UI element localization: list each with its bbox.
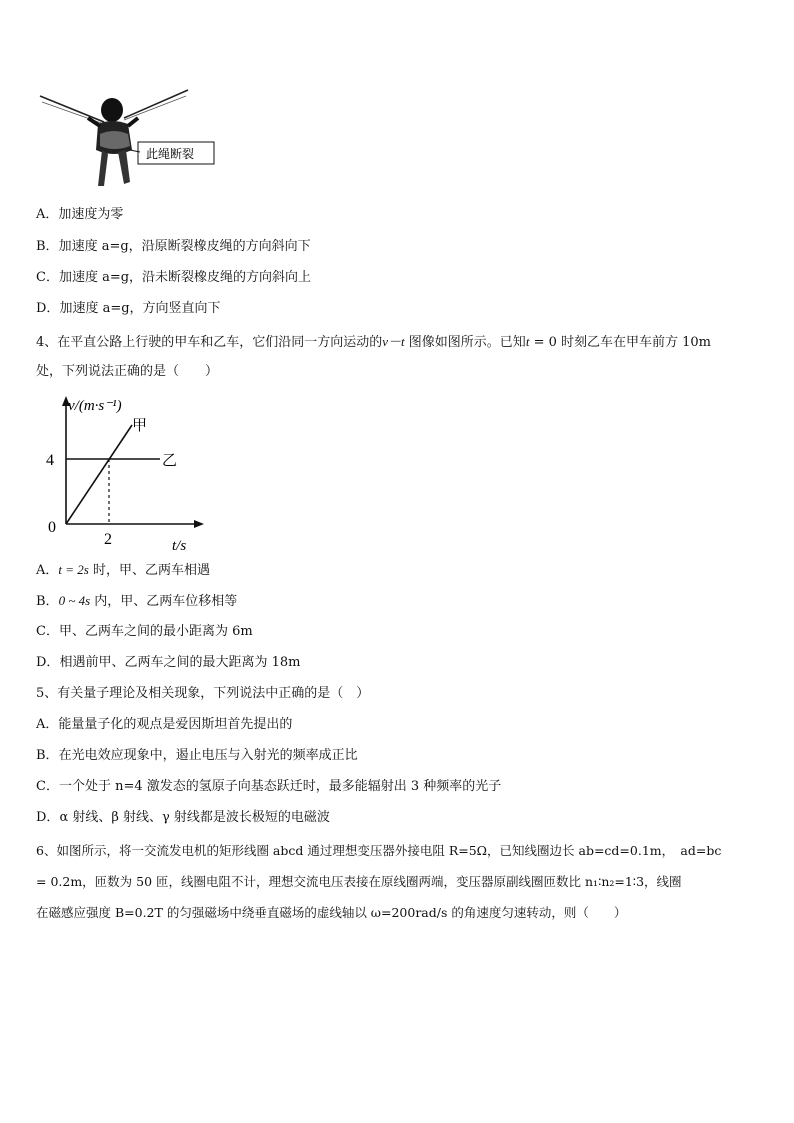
right-cord (124, 90, 188, 118)
label-jia: 甲 (132, 418, 148, 434)
q5-option-b: B．在光电效应现象中，遏止电压与入射光的频率成正比 (36, 748, 358, 763)
q5-option-d: D．α 射线、β 射线、γ 射线都是波长极短的电磁波 (36, 810, 330, 825)
origin-label: 0 (48, 519, 56, 536)
vt-graph (40, 392, 220, 554)
q4-option-a: A．t = 2s 时，甲、乙两车相遇 (36, 562, 210, 578)
person-head (101, 98, 123, 122)
q3-option-b: B．加速度 a=g，沿原断裂橡皮绳的方向斜向下 (36, 239, 311, 254)
q5-stem: 5、有关量子理论及相关现象，下列说法中正确的是（ ） (36, 686, 370, 701)
label-cord-broken: 此绳断裂 (146, 147, 195, 161)
q6-stem-line3: 在磁感应强度 B=0.2T 的匀强磁场中绕垂直磁场的虚线轴以 ω=200rad/s 的角速度匀速转动，则（ ） (36, 905, 627, 920)
x-axis-arrow (194, 520, 204, 528)
left-cord (40, 96, 104, 122)
q4-option-b: B．0 ~ 4s 内，甲、乙两车位移相等 (36, 593, 238, 609)
q5-option-c: C．一个处于 n=4 激发态的氢原子向基态跃迁时，最多能辐射出 3 种频率的光子 (36, 779, 502, 794)
q4-stem-line2: 处，下列说法正确的是（ ） (36, 364, 219, 379)
y-tick-4: 4 (46, 452, 54, 469)
x-tick-2: 2 (104, 531, 112, 548)
q3-option-c: C．加速度 a=g，沿未断裂橡皮绳的方向斜向上 (36, 270, 312, 285)
series-jia-line (66, 425, 132, 524)
y-axis-label: v/(m·s⁻¹) (68, 398, 122, 414)
q3-option-a: A．加速度为零 (36, 207, 124, 222)
q3-option-d: D．加速度 a=g，方向竖直向下 (36, 301, 221, 316)
bungee-figure (38, 88, 218, 192)
x-axis-label: t/s (172, 538, 187, 554)
q5-option-a: A．能量量子化的观点是爱因斯坦首先提出的 (36, 717, 293, 732)
q4-option-c: C．甲、乙两车之间的最小距离为 6m (36, 624, 253, 639)
label-yi: 乙 (162, 453, 178, 469)
q4-stem-line1: 4、在平直公路上行驶的甲车和乙车，它们沿同一方向运动的v－t 图像如图所示。已知t = 0 时刻乙车在甲车前方 10m (36, 334, 711, 350)
q6-stem-line2: = 0.2m，匝数为 50 匝，线圈电阻不计，理想交流电压表接在原线圈两端，变压器原副线圈匝数比 n₁∶n₂=1∶3，线圈 (36, 874, 682, 889)
q6-stem-line1: 6、如图所示，将一交流发电机的矩形线圈 abcd 通过理想变压器外接电阻 R=5Ω，已知线圈边长 ab=cd=0.1m， ad=bc (36, 843, 722, 858)
q4-option-d: D．相遇前甲、乙两车之间的最大距离为 18m (36, 655, 301, 670)
